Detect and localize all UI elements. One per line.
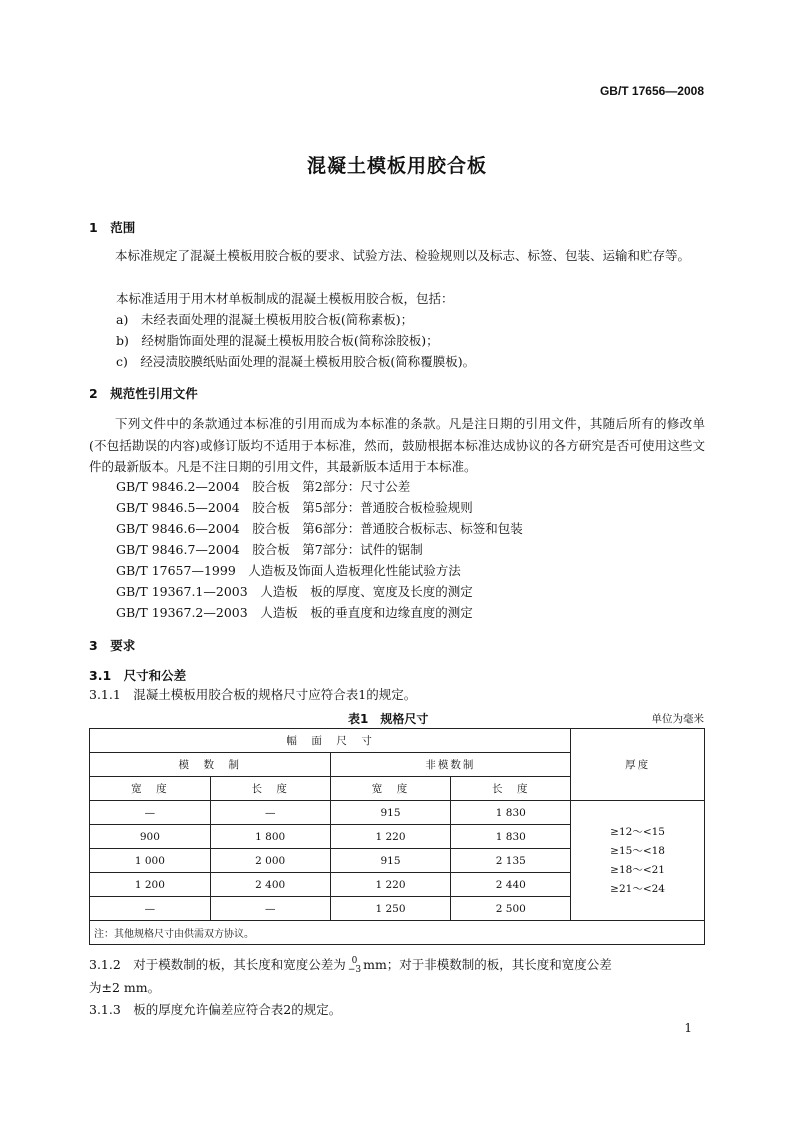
table-cell: 2 440	[451, 873, 571, 897]
clause-3-1-2	[89, 955, 612, 975]
tolerance-upper: 0	[351, 955, 358, 966]
section-1-paragraph-2: 本标准适用于用木材单板制成的混凝土模板用胶合板，包括：	[116, 291, 454, 306]
table-cell: 1 800	[210, 825, 330, 849]
table-cell: 1 220	[330, 825, 451, 849]
page-number: 1	[684, 1021, 692, 1035]
header-length: 长 度	[210, 777, 330, 801]
section-3-heading: 3 要求	[89, 638, 136, 653]
header-length: 长 度	[451, 777, 571, 801]
table-row	[90, 801, 705, 825]
reference-item: GB/T 9846.7—2004 胶合板 第7部分：试件的锯制	[116, 542, 423, 557]
table-cell: —	[90, 897, 211, 921]
table-cell: 915	[330, 849, 451, 873]
header-width: 宽 度	[90, 777, 211, 801]
table-cell: 1 830	[451, 801, 571, 825]
clause-3-1-2-text: 3.1.2 对于模数制的板，其长度和宽度公差为	[89, 957, 346, 972]
section-1-heading: 1 范围	[89, 220, 136, 235]
clause-3-1-2-line2: 为±2 mm。	[89, 980, 161, 995]
table-cell: —	[210, 801, 330, 825]
reference-item: GB/T 9846.6—2004 胶合板 第6部分：普通胶合板标志、标签和包装	[116, 521, 523, 536]
header-modular: 模 数 制	[90, 753, 331, 777]
table-cell: 1 220	[330, 873, 451, 897]
thickness-range: ≥21～<24	[610, 882, 665, 895]
table-cell: 915	[330, 801, 451, 825]
standard-code: GB/T 17656—2008	[599, 84, 704, 98]
table-caption: 表1 规格尺寸	[348, 712, 429, 726]
tolerance-fraction	[348, 957, 361, 975]
section-1-item-a: a) 未经表面处理的混凝土模板用胶合板(简称素板)；	[116, 312, 414, 327]
reference-item: GB/T 19367.2—2003 人造板 板的垂直度和边缘直度的测定	[116, 605, 473, 620]
table-cell: 900	[90, 825, 211, 849]
reference-item: GB/T 9846.2—2004 胶合板 第2部分：尺寸公差	[116, 479, 411, 494]
reference-item: GB/T 9846.5—2004 胶合板 第5部分：普通胶合板检验规则	[116, 500, 473, 515]
table-cell: —	[90, 801, 211, 825]
page-title: 混凝土模板用胶合板	[306, 155, 487, 177]
section-3-1-heading: 3.1 尺寸和公差	[89, 668, 187, 683]
header-nonmodular: 非模数制	[330, 753, 571, 777]
table-cell: 2 400	[210, 873, 330, 897]
header-thickness: 厚度	[571, 729, 705, 801]
thickness-range: ≥18～<21	[610, 863, 665, 876]
tolerance-lower: −3	[347, 964, 362, 975]
table-cell: 2 500	[451, 897, 571, 921]
reference-item: GB/T 19367.1—2003 人造板 板的厚度、宽度及长度的测定	[116, 584, 473, 599]
section-1-item-c: c) 经浸渍胶膜纸贴面处理的混凝土模板用胶合板(简称覆膜板)。	[116, 354, 476, 369]
table-cell: 2 135	[451, 849, 571, 873]
section-1-item-b: b) 经树脂饰面处理的混凝土模板用胶合板(简称涂胶板)；	[116, 333, 439, 348]
table-cell: 2 000	[210, 849, 330, 873]
section-2-paragraph: 下列文件中的条款通过本标准的引用而成为本标准的条款。凡是注日期的引用文件，其随后所有的修改单(不包括勘误的内容)或修订版均不适用于本标准，然而，鼓励根据本标准达成协议的各方研究是否可使用这些文件的最新版本。凡是不注日期的引用文件，其最新版本适用于本标准。	[89, 416, 705, 474]
header-size: 幅 面 尺 寸	[90, 729, 571, 753]
table-cell: 1 200	[90, 873, 211, 897]
spec-table	[89, 728, 705, 945]
thickness-cell	[571, 801, 705, 921]
reference-item: GB/T 17657—1999 人造板及饰面人造板理化性能试验方法	[116, 563, 461, 578]
thickness-range: ≥15～<18	[610, 844, 665, 857]
table-cell: 1 250	[330, 897, 451, 921]
table-cell: 1 830	[451, 825, 571, 849]
thickness-range: ≥12～<15	[610, 825, 665, 838]
clause-3-1-2-text-post: mm；对于非模数制的板，其长度和宽度公差	[363, 957, 612, 972]
clause-3-1-1: 3.1.1 混凝土模板用胶合板的规格尺寸应符合表1的规定。	[89, 687, 417, 702]
table-cell: 1 000	[90, 849, 211, 873]
clause-3-1-3: 3.1.3 板的厚度允许偏差应符合表2的规定。	[89, 1002, 342, 1017]
section-2-heading: 2 规范性引用文件	[89, 386, 198, 401]
table-cell: —	[210, 897, 330, 921]
header-width: 宽 度	[330, 777, 451, 801]
table-note: 注：其他规格尺寸由供需双方协议。	[90, 921, 705, 945]
table-unit: 单位为毫米	[651, 713, 704, 725]
section-1-paragraph-1: 本标准规定了混凝土模板用胶合板的要求、试验方法、检验规则以及标志、标签、包装、运输和贮存等。	[115, 248, 691, 263]
